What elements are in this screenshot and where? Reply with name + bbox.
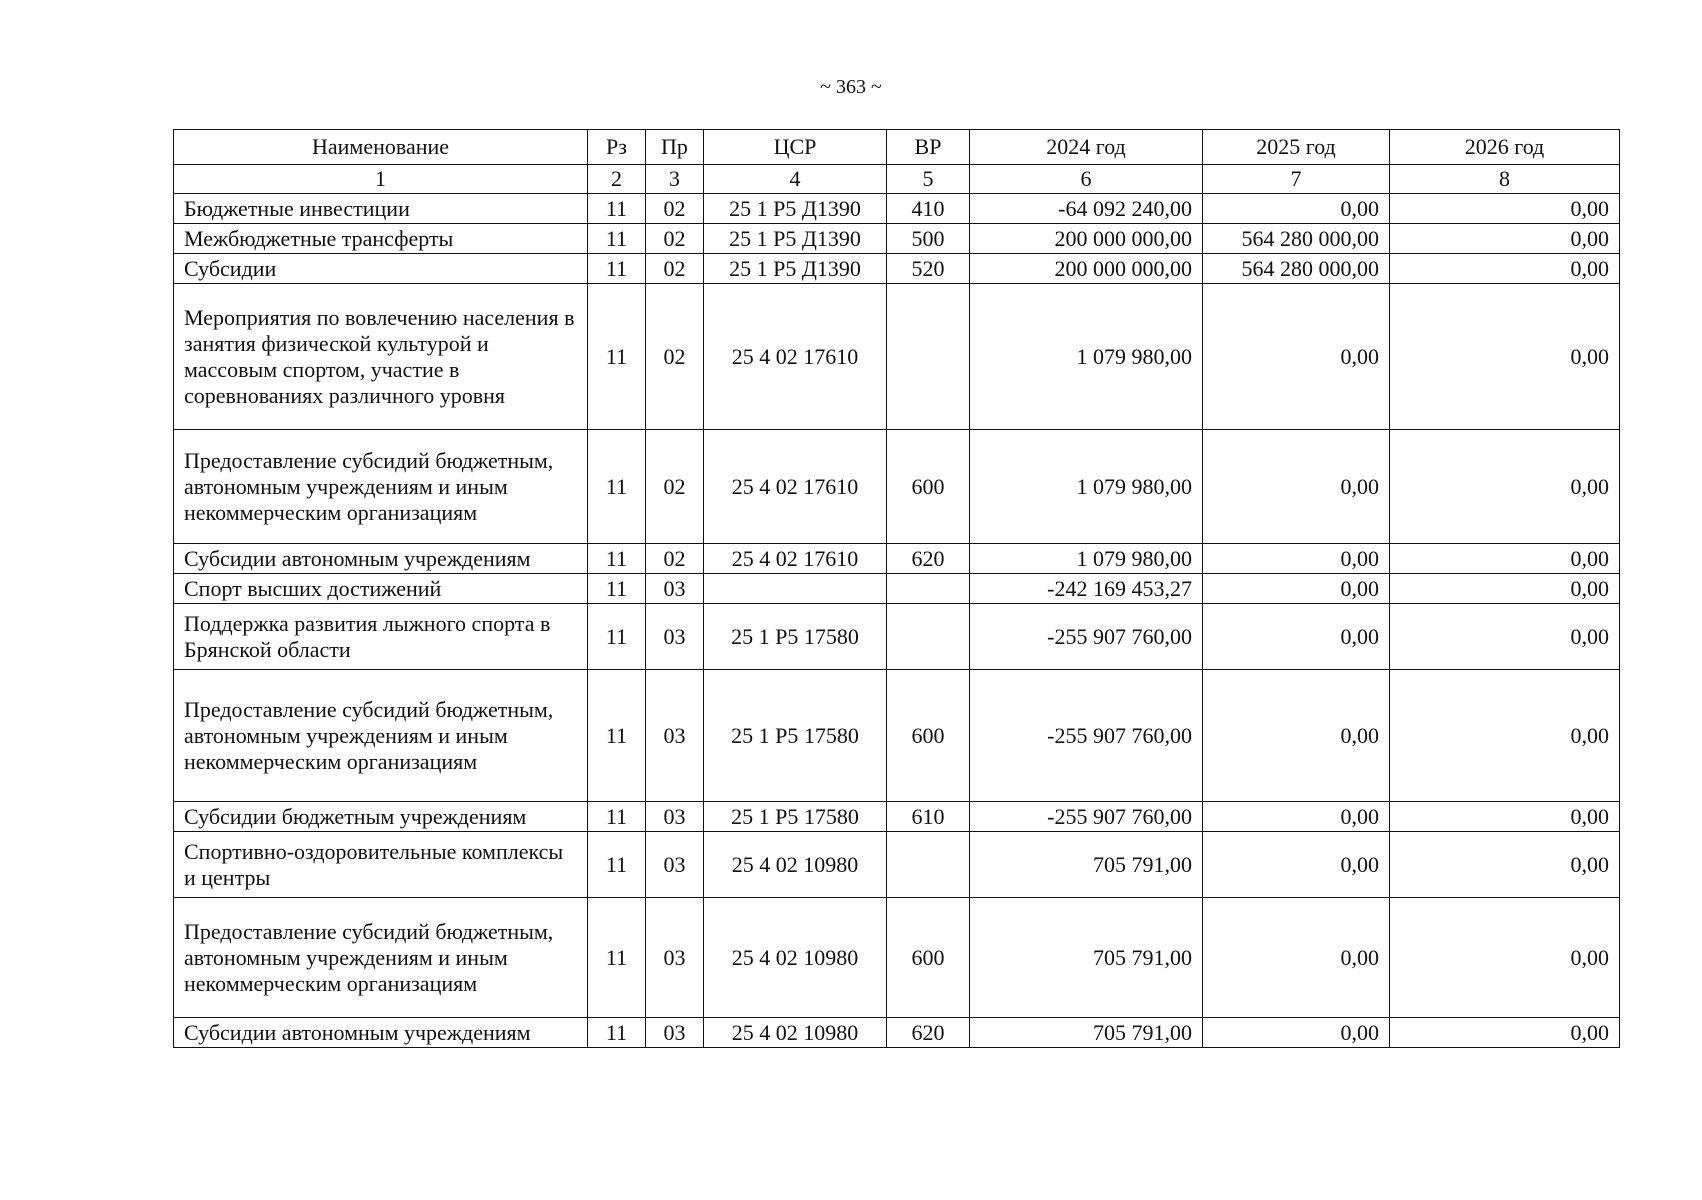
table-row <box>174 254 1620 284</box>
row-name-cell: Субсидии автономным учреждениям <box>174 1018 588 1048</box>
column-index-row <box>174 165 1620 194</box>
table-row <box>174 284 1620 430</box>
row-2024-cell: -255 907 760,00 <box>970 604 1203 670</box>
row-2026-cell: 0,00 <box>1390 898 1620 1018</box>
row-csr-cell: 25 4 02 10980 <box>704 832 887 898</box>
row-vr-cell <box>887 604 970 670</box>
row-rz-cell: 11 <box>588 224 646 254</box>
row-csr-cell: 25 1 Р5 Д1390 <box>704 254 887 284</box>
row-pr-cell: 03 <box>646 574 704 604</box>
row-rz-cell: 11 <box>588 898 646 1018</box>
row-csr-cell: 25 4 02 17610 <box>704 544 887 574</box>
row-csr-cell: 25 1 Р5 17580 <box>704 604 887 670</box>
row-name-cell: Предоставление субсидий бюджетным, автономным учреждениям и иным некоммерческим организациям <box>174 898 588 1018</box>
row-2025-cell: 0,00 <box>1203 832 1390 898</box>
row-pr-cell: 02 <box>646 284 704 430</box>
row-pr-cell: 02 <box>646 430 704 544</box>
row-2026-cell: 0,00 <box>1390 544 1620 574</box>
row-2026-cell: 0,00 <box>1390 574 1620 604</box>
row-2024-cell: -255 907 760,00 <box>970 802 1203 832</box>
row-csr-cell: 25 4 02 17610 <box>704 430 887 544</box>
row-2024-cell: 1 079 980,00 <box>970 544 1203 574</box>
header-2026: 2026 год <box>1390 130 1620 165</box>
row-csr-cell <box>704 574 887 604</box>
row-2024-cell: 705 791,00 <box>970 898 1203 1018</box>
row-2024-cell: 705 791,00 <box>970 1018 1203 1048</box>
row-rz-cell: 11 <box>588 670 646 802</box>
row-2024-cell: 1 079 980,00 <box>970 430 1203 544</box>
header-name: Наименование <box>174 130 588 165</box>
row-2026-cell: 0,00 <box>1390 284 1620 430</box>
header-rz: Рз <box>588 130 646 165</box>
row-vr-cell <box>887 284 970 430</box>
row-rz-cell: 11 <box>588 254 646 284</box>
row-name-cell: Поддержка развития лыжного спорта в Брянской области <box>174 604 588 670</box>
row-pr-cell: 02 <box>646 224 704 254</box>
row-pr-cell: 03 <box>646 1018 704 1048</box>
table-row <box>174 832 1620 898</box>
header-2024: 2024 год <box>970 130 1203 165</box>
row-name-cell: Субсидии бюджетным учреждениям <box>174 802 588 832</box>
column-index: 2 <box>588 165 646 194</box>
row-csr-cell: 25 1 Р5 Д1390 <box>704 224 887 254</box>
table-row <box>174 604 1620 670</box>
row-vr-cell: 620 <box>887 544 970 574</box>
row-pr-cell: 03 <box>646 898 704 1018</box>
row-rz-cell: 11 <box>588 284 646 430</box>
row-2026-cell: 0,00 <box>1390 670 1620 802</box>
header-vr: ВР <box>887 130 970 165</box>
row-name-cell: Межбюджетные трансферты <box>174 224 588 254</box>
row-vr-cell: 520 <box>887 254 970 284</box>
row-2026-cell: 0,00 <box>1390 224 1620 254</box>
column-index: 4 <box>704 165 887 194</box>
row-name-cell: Бюджетные инвестиции <box>174 194 588 224</box>
row-2026-cell: 0,00 <box>1390 604 1620 670</box>
row-2025-cell: 0,00 <box>1203 898 1390 1018</box>
row-2025-cell: 0,00 <box>1203 284 1390 430</box>
column-index: 1 <box>174 165 588 194</box>
row-vr-cell: 600 <box>887 898 970 1018</box>
column-index: 8 <box>1390 165 1620 194</box>
row-2024-cell: -64 092 240,00 <box>970 194 1203 224</box>
column-index: 6 <box>970 165 1203 194</box>
row-2025-cell: 0,00 <box>1203 430 1390 544</box>
row-csr-cell: 25 1 Р5 17580 <box>704 802 887 832</box>
table-row <box>174 224 1620 254</box>
row-2026-cell: 0,00 <box>1390 194 1620 224</box>
row-vr-cell: 500 <box>887 224 970 254</box>
row-2024-cell: 200 000 000,00 <box>970 224 1203 254</box>
row-rz-cell: 11 <box>588 832 646 898</box>
table-row <box>174 194 1620 224</box>
table-row <box>174 430 1620 544</box>
row-vr-cell: 620 <box>887 1018 970 1048</box>
table-row <box>174 802 1620 832</box>
table-row <box>174 544 1620 574</box>
column-index: 3 <box>646 165 704 194</box>
row-csr-cell: 25 4 02 10980 <box>704 898 887 1018</box>
row-2025-cell: 0,00 <box>1203 574 1390 604</box>
row-name-cell: Предоставление субсидий бюджетным, автономным учреждениям и иным некоммерческим организациям <box>174 430 588 544</box>
row-vr-cell <box>887 574 970 604</box>
row-pr-cell: 02 <box>646 254 704 284</box>
row-rz-cell: 11 <box>588 430 646 544</box>
table-row <box>174 670 1620 802</box>
row-2026-cell: 0,00 <box>1390 832 1620 898</box>
row-pr-cell: 03 <box>646 670 704 802</box>
row-name-cell: Предоставление субсидий бюджетным, автономным учреждениям и иным некоммерческим организациям <box>174 670 588 802</box>
row-2025-cell: 0,00 <box>1203 544 1390 574</box>
row-rz-cell: 11 <box>588 1018 646 1048</box>
row-pr-cell: 03 <box>646 832 704 898</box>
row-vr-cell: 600 <box>887 430 970 544</box>
row-2026-cell: 0,00 <box>1390 254 1620 284</box>
row-vr-cell <box>887 832 970 898</box>
table-row <box>174 574 1620 604</box>
row-rz-cell: 11 <box>588 544 646 574</box>
header-csr: ЦСР <box>704 130 887 165</box>
row-name-cell: Спортивно-оздоровительные комплексы и центры <box>174 832 588 898</box>
row-2025-cell: 0,00 <box>1203 670 1390 802</box>
row-2025-cell: 564 280 000,00 <box>1203 254 1390 284</box>
row-rz-cell: 11 <box>588 604 646 670</box>
budget-table <box>173 129 1620 1048</box>
table-row <box>174 898 1620 1018</box>
row-2024-cell: 705 791,00 <box>970 832 1203 898</box>
row-name-cell: Спорт высших достижений <box>174 574 588 604</box>
row-2025-cell: 0,00 <box>1203 802 1390 832</box>
header-2025: 2025 год <box>1203 130 1390 165</box>
row-2026-cell: 0,00 <box>1390 1018 1620 1048</box>
row-name-cell: Субсидии <box>174 254 588 284</box>
row-csr-cell: 25 4 02 10980 <box>704 1018 887 1048</box>
row-csr-cell: 25 1 Р5 Д1390 <box>704 194 887 224</box>
row-2024-cell: -255 907 760,00 <box>970 670 1203 802</box>
row-name-cell: Мероприятия по вовлечению населения в занятия физической культурой и массовым спортом, участие в соревнованиях различного уровня <box>174 284 588 430</box>
row-pr-cell: 02 <box>646 194 704 224</box>
row-2024-cell: 200 000 000,00 <box>970 254 1203 284</box>
row-2025-cell: 0,00 <box>1203 194 1390 224</box>
row-rz-cell: 11 <box>588 574 646 604</box>
row-pr-cell: 03 <box>646 604 704 670</box>
column-index: 7 <box>1203 165 1390 194</box>
row-pr-cell: 03 <box>646 802 704 832</box>
row-csr-cell: 25 1 Р5 17580 <box>704 670 887 802</box>
row-2025-cell: 0,00 <box>1203 1018 1390 1048</box>
row-name-cell: Субсидии автономным учреждениям <box>174 544 588 574</box>
row-vr-cell: 410 <box>887 194 970 224</box>
row-csr-cell: 25 4 02 17610 <box>704 284 887 430</box>
header-pr: Пр <box>646 130 704 165</box>
row-2025-cell: 0,00 <box>1203 604 1390 670</box>
row-2024-cell: 1 079 980,00 <box>970 284 1203 430</box>
row-2026-cell: 0,00 <box>1390 802 1620 832</box>
row-2026-cell: 0,00 <box>1390 430 1620 544</box>
row-2024-cell: -242 169 453,27 <box>970 574 1203 604</box>
row-pr-cell: 02 <box>646 544 704 574</box>
row-vr-cell: 610 <box>887 802 970 832</box>
row-rz-cell: 11 <box>588 194 646 224</box>
table-row <box>174 1018 1620 1048</box>
row-vr-cell: 600 <box>887 670 970 802</box>
page-number: ~ 363 ~ <box>820 76 882 98</box>
column-index: 5 <box>887 165 970 194</box>
header-row <box>174 130 1620 165</box>
row-2025-cell: 564 280 000,00 <box>1203 224 1390 254</box>
row-rz-cell: 11 <box>588 802 646 832</box>
